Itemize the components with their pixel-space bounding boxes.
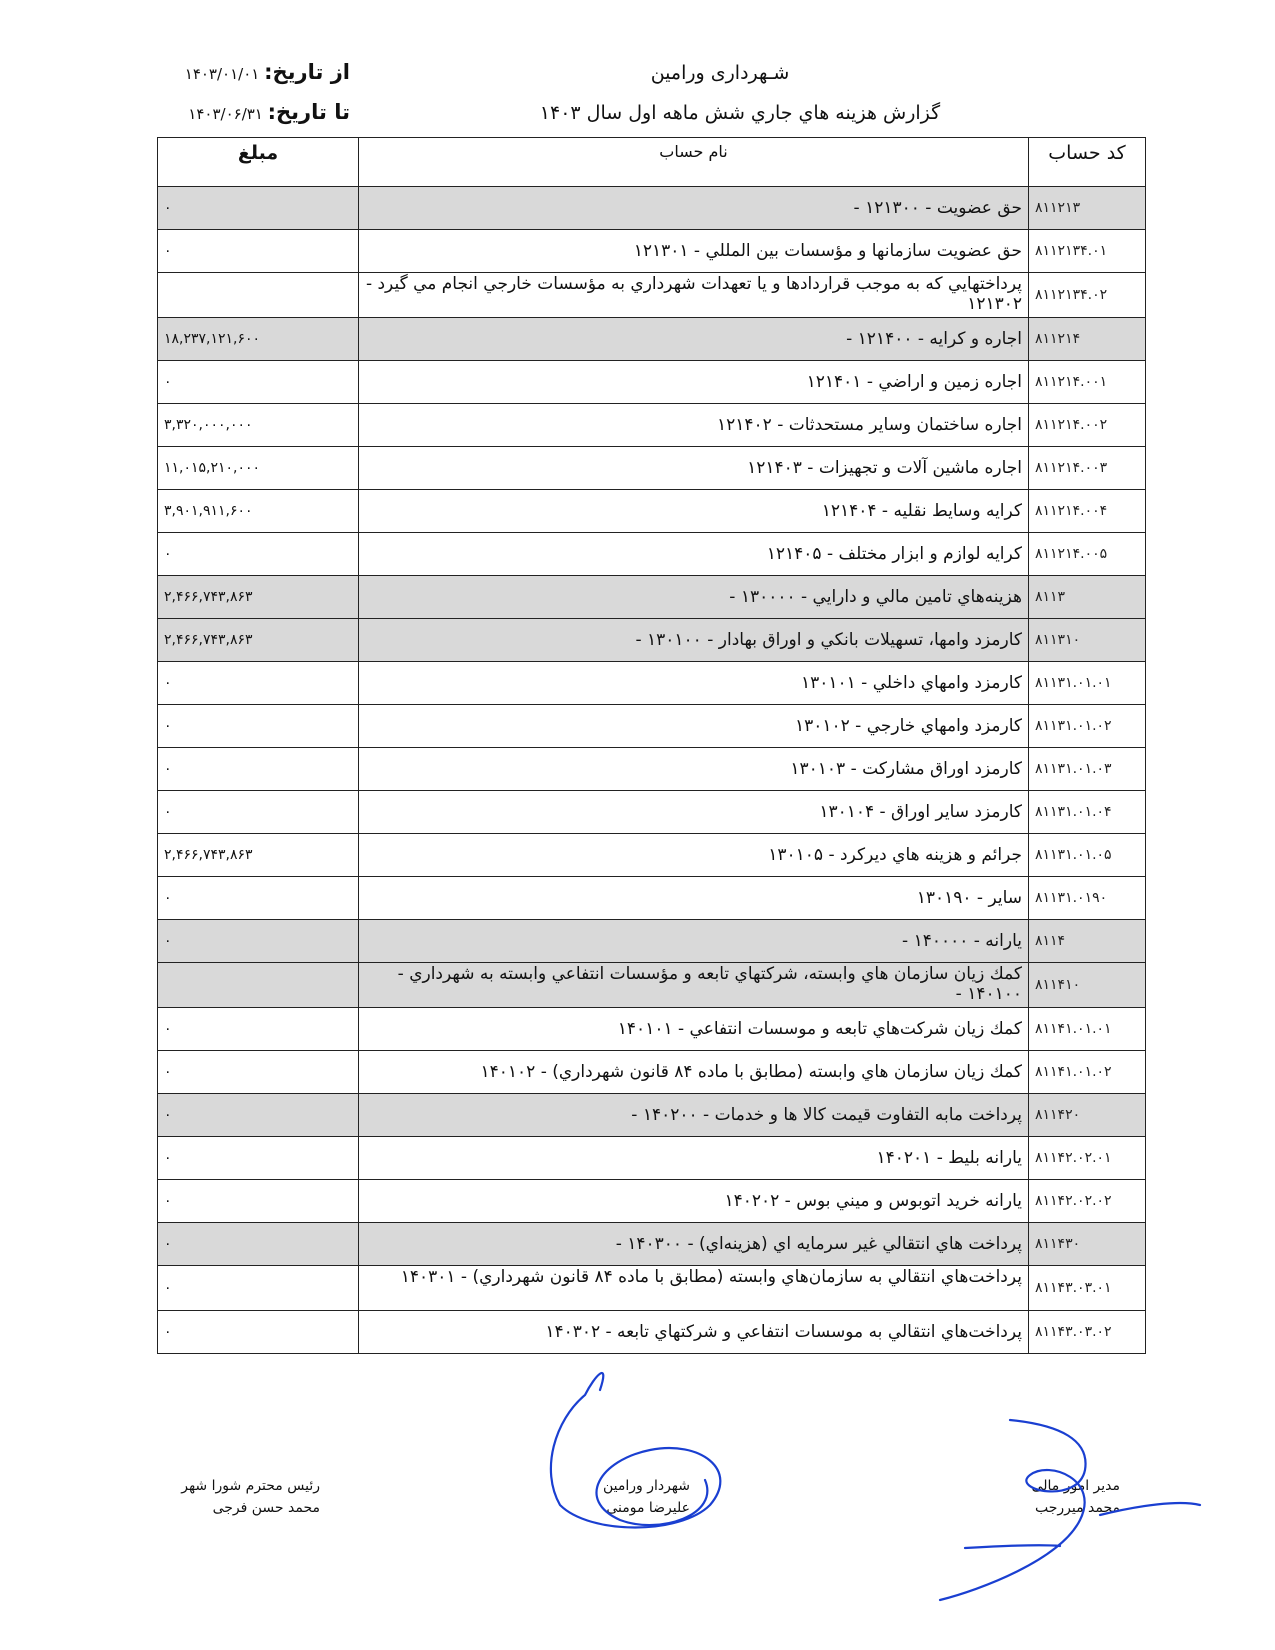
- table-row: [158, 533, 1146, 576]
- account-amount: ۰: [158, 791, 359, 834]
- account-code: ۸۱۱۴۱۰: [1029, 963, 1146, 1008]
- date-from: [170, 60, 350, 84]
- table-row: [158, 748, 1146, 791]
- account-amount: ۰: [158, 1137, 359, 1180]
- column-header-name: نام حساب: [359, 138, 1029, 187]
- table-row: [158, 1094, 1146, 1137]
- table-row: [158, 662, 1146, 705]
- account-name: پرداخت مابه التفاوت قيمت كالا ها و خدمات - ۱۴۰۲۰۰ -: [359, 1094, 1029, 1137]
- account-amount: ۰: [158, 1051, 359, 1094]
- account-name: پرداخت هاي انتقالي غير سرمايه اي (هزينه‌اي) - ۱۴۰۳۰۰ -: [359, 1223, 1029, 1266]
- account-code: ۸۱۱۴۳.۰۳.۰۲: [1029, 1311, 1146, 1354]
- table-row: [158, 404, 1146, 447]
- table-row: [158, 877, 1146, 920]
- account-amount: ۲,۴۶۶,۷۴۳,۸۶۳: [158, 619, 359, 662]
- org-name: شـهرداری ورامین: [650, 62, 790, 84]
- table-row: [158, 318, 1146, 361]
- account-amount: ۰: [158, 533, 359, 576]
- account-code: ۸۱۱۴۲.۰۲.۰۲: [1029, 1180, 1146, 1223]
- account-code: ۸۱۱۴: [1029, 920, 1146, 963]
- table-row: [158, 447, 1146, 490]
- account-amount: ۰: [158, 705, 359, 748]
- council-name: محمد حسن فرجی: [212, 1500, 320, 1516]
- date-to-value: ۱۴۰۳/۰۶/۳۱: [188, 105, 263, 123]
- table-row: [158, 1008, 1146, 1051]
- account-name: يارانه - ۱۴۰۰۰۰ -: [359, 920, 1029, 963]
- mayor-title: شهردار ورامین: [602, 1478, 690, 1494]
- account-amount: ۰: [158, 920, 359, 963]
- account-code: ۸۱۱۲۱۳۴.۰۲: [1029, 273, 1146, 318]
- account-code: ۸۱۱۲۱۳۴.۰۱: [1029, 230, 1146, 273]
- account-name: اجاره و كرايه - ۱۲۱۴۰۰ -: [359, 318, 1029, 361]
- account-code: ۸۱۱۳: [1029, 576, 1146, 619]
- account-code: ۸۱۱۳۱.۰۱.۰۵: [1029, 834, 1146, 877]
- finance-name: محمد میررجب: [1034, 1500, 1120, 1516]
- account-name: پرداخت‌هاي انتقالي به موسسات انتفاعي و شركتهاي تابعه - ۱۴۰۳۰۲: [359, 1311, 1029, 1354]
- account-name: كمك زيان سازمان هاي وابسته، شركتهاي تابعه و مؤسسات انتفاعي وابسته به شهرداري - ۱۴۰۱۰۰ -: [359, 963, 1029, 1008]
- account-name: ساير - ۱۳۰۱۹۰: [359, 877, 1029, 920]
- table-row: [158, 920, 1146, 963]
- table-row: [158, 1266, 1146, 1311]
- account-name: كارمزد وامها، تسهيلات بانكي و اوراق بهادار - ۱۳۰۱۰۰ -: [359, 619, 1029, 662]
- council-title: رئیس محترم شورا شهر: [181, 1478, 320, 1494]
- account-name: كارمزد ساير اوراق - ۱۳۰۱۰۴: [359, 791, 1029, 834]
- table-row: [158, 1051, 1146, 1094]
- table-row: [158, 273, 1146, 318]
- column-header-code: کد حساب: [1029, 138, 1146, 187]
- date-from-label: از تاريخ:: [264, 60, 350, 84]
- report-title: گزارش هزینه هاي جاري شش ماهه اول سال ۱۴۰۳: [539, 102, 941, 124]
- table-header-row: [158, 138, 1146, 187]
- account-amount: ۰: [158, 1180, 359, 1223]
- date-from-value: ۱۴۰۳/۰۱/۰۱: [184, 65, 260, 83]
- account-name: يارانه بليط - ۱۴۰۲۰۱: [359, 1137, 1029, 1180]
- account-code: ۸۱۱۳۱۰: [1029, 619, 1146, 662]
- account-name: حق عضويت سازمانها و مؤسسات بين المللي - ۱۲۱۳۰۱: [359, 230, 1029, 273]
- table-row: [158, 187, 1146, 230]
- account-name: كمك زيان سازمان هاي وابسته (مطابق با ماده ۸۴ قانون شهرداري) - ۱۴۰۱۰۲: [359, 1051, 1029, 1094]
- table-row: [158, 963, 1146, 1008]
- account-amount: ۰: [158, 1094, 359, 1137]
- account-code: ۸۱۱۲۱۴.۰۰۲: [1029, 404, 1146, 447]
- account-amount: ۰: [158, 1223, 359, 1266]
- account-code: ۸۱۱۴۳.۰۳.۰۱: [1029, 1266, 1146, 1311]
- signature-council: [150, 1475, 320, 1519]
- account-code: ۸۱۱۴۲.۰۲.۰۱: [1029, 1137, 1146, 1180]
- account-amount: ۰: [158, 1008, 359, 1051]
- account-name: جرائم و هزينه هاي ديركرد - ۱۳۰۱۰۵: [359, 834, 1029, 877]
- account-code: ۸۱۱۴۳۰: [1029, 1223, 1146, 1266]
- account-amount: ۰: [158, 361, 359, 404]
- account-name: يارانه خريد اتوبوس و ميني بوس - ۱۴۰۲۰۲: [359, 1180, 1029, 1223]
- table-row: [158, 361, 1146, 404]
- account-amount: ۲,۴۶۶,۷۴۳,۸۶۳: [158, 834, 359, 877]
- table-row: [158, 705, 1146, 748]
- account-name: پرداختهايي كه به موجب قراردادها و يا تعهدات شهرداري به مؤسسات خارجي انجام مي گيرد - ۱۲۱۳۰۲: [359, 273, 1029, 318]
- date-to: [170, 100, 350, 124]
- account-code: ۸۱۱۳۱.۰۱.۰۴: [1029, 791, 1146, 834]
- table-row: [158, 619, 1146, 662]
- table-row: [158, 230, 1146, 273]
- table-row: [158, 1311, 1146, 1354]
- table-row: [158, 1180, 1146, 1223]
- account-code: ۸۱۱۲۱۴.۰۰۴: [1029, 490, 1146, 533]
- account-name: پرداخت‌هاي انتقالي به سازمان‌هاي وابسته (مطابق با ماده ۸۴ قانون شهرداري) - ۱۴۰۳۰۱: [359, 1266, 1029, 1311]
- account-amount: ۲,۴۶۶,۷۴۳,۸۶۳: [158, 576, 359, 619]
- account-code: ۸۱۱۲۱۳: [1029, 187, 1146, 230]
- signature-mayor: [520, 1475, 690, 1519]
- account-amount: ۳,۹۰۱,۹۱۱,۶۰۰: [158, 490, 359, 533]
- account-name: كارمزد وامهاي داخلي - ۱۳۰۱۰۱: [359, 662, 1029, 705]
- account-name: اجاره ساختمان وساير مستحدثات - ۱۲۱۴۰۲: [359, 404, 1029, 447]
- account-amount: ۰: [158, 748, 359, 791]
- account-code: ۸۱۱۲۱۴.۰۰۳: [1029, 447, 1146, 490]
- account-amount: ۰: [158, 230, 359, 273]
- account-name: هزينه‌هاي تامين مالي و دارايي - ۱۳۰۰۰۰ -: [359, 576, 1029, 619]
- account-code: ۸۱۱۲۱۴.۰۰۱: [1029, 361, 1146, 404]
- account-amount: ۰: [158, 187, 359, 230]
- account-amount: ۰: [158, 662, 359, 705]
- account-code: ۸۱۱۳۱.۰۱۹۰: [1029, 877, 1146, 920]
- account-amount: ۰: [158, 877, 359, 920]
- account-code: ۸۱۱۴۱.۰۱.۰۱: [1029, 1008, 1146, 1051]
- column-header-amount: مبلغ: [158, 138, 359, 187]
- table-row: [158, 1137, 1146, 1180]
- table-row: [158, 1223, 1146, 1266]
- account-code: ۸۱۱۳۱.۰۱.۰۲: [1029, 705, 1146, 748]
- account-name: كارمزد اوراق مشاركت - ۱۳۰۱۰۳: [359, 748, 1029, 791]
- account-code: ۸۱۱۴۱.۰۱.۰۲: [1029, 1051, 1146, 1094]
- date-to-label: تا تاريخ:: [267, 100, 350, 124]
- account-name: كرايه لوازم و ابزار مختلف - ۱۲۱۴۰۵: [359, 533, 1029, 576]
- account-code: ۸۱۱۴۲۰: [1029, 1094, 1146, 1137]
- account-amount: ۱۱,۰۱۵,۲۱۰,۰۰۰: [158, 447, 359, 490]
- account-code: ۸۱۱۳۱.۰۱.۰۳: [1029, 748, 1146, 791]
- signature-finance: [980, 1475, 1120, 1519]
- account-code: ۸۱۱۲۱۴: [1029, 318, 1146, 361]
- account-amount: [158, 273, 359, 318]
- table-row: [158, 576, 1146, 619]
- account-amount: ۱۸,۲۳۷,۱۲۱,۶۰۰: [158, 318, 359, 361]
- mayor-name: علیرضا مومنی: [606, 1500, 690, 1516]
- account-name: كارمزد وامهاي خارجي - ۱۳۰۱۰۲: [359, 705, 1029, 748]
- account-name: اجاره زمين و اراضي - ۱۲۱۴۰۱: [359, 361, 1029, 404]
- account-name: اجاره ماشين آلات و تجهيزات - ۱۲۱۴۰۳: [359, 447, 1029, 490]
- account-name: كمك زيان شركت‌هاي تابعه و موسسات انتفاعي - ۱۴۰۱۰۱: [359, 1008, 1029, 1051]
- account-code: ۸۱۱۳۱.۰۱.۰۱: [1029, 662, 1146, 705]
- account-amount: [158, 963, 359, 1008]
- account-code: ۸۱۱۲۱۴.۰۰۵: [1029, 533, 1146, 576]
- account-amount: ۰: [158, 1266, 359, 1311]
- account-amount: ۰: [158, 1311, 359, 1354]
- account-name: كرايه وسايط نقليه - ۱۲۱۴۰۴: [359, 490, 1029, 533]
- account-amount: ۳,۳۲۰,۰۰۰,۰۰۰: [158, 404, 359, 447]
- account-name: حق عضويت - ۱۲۱۳۰۰ -: [359, 187, 1029, 230]
- table-row: [158, 834, 1146, 877]
- table-row: [158, 490, 1146, 533]
- table-row: [158, 791, 1146, 834]
- expense-table: [157, 137, 1146, 1354]
- finance-title: مدیر امور مالی: [1031, 1478, 1120, 1494]
